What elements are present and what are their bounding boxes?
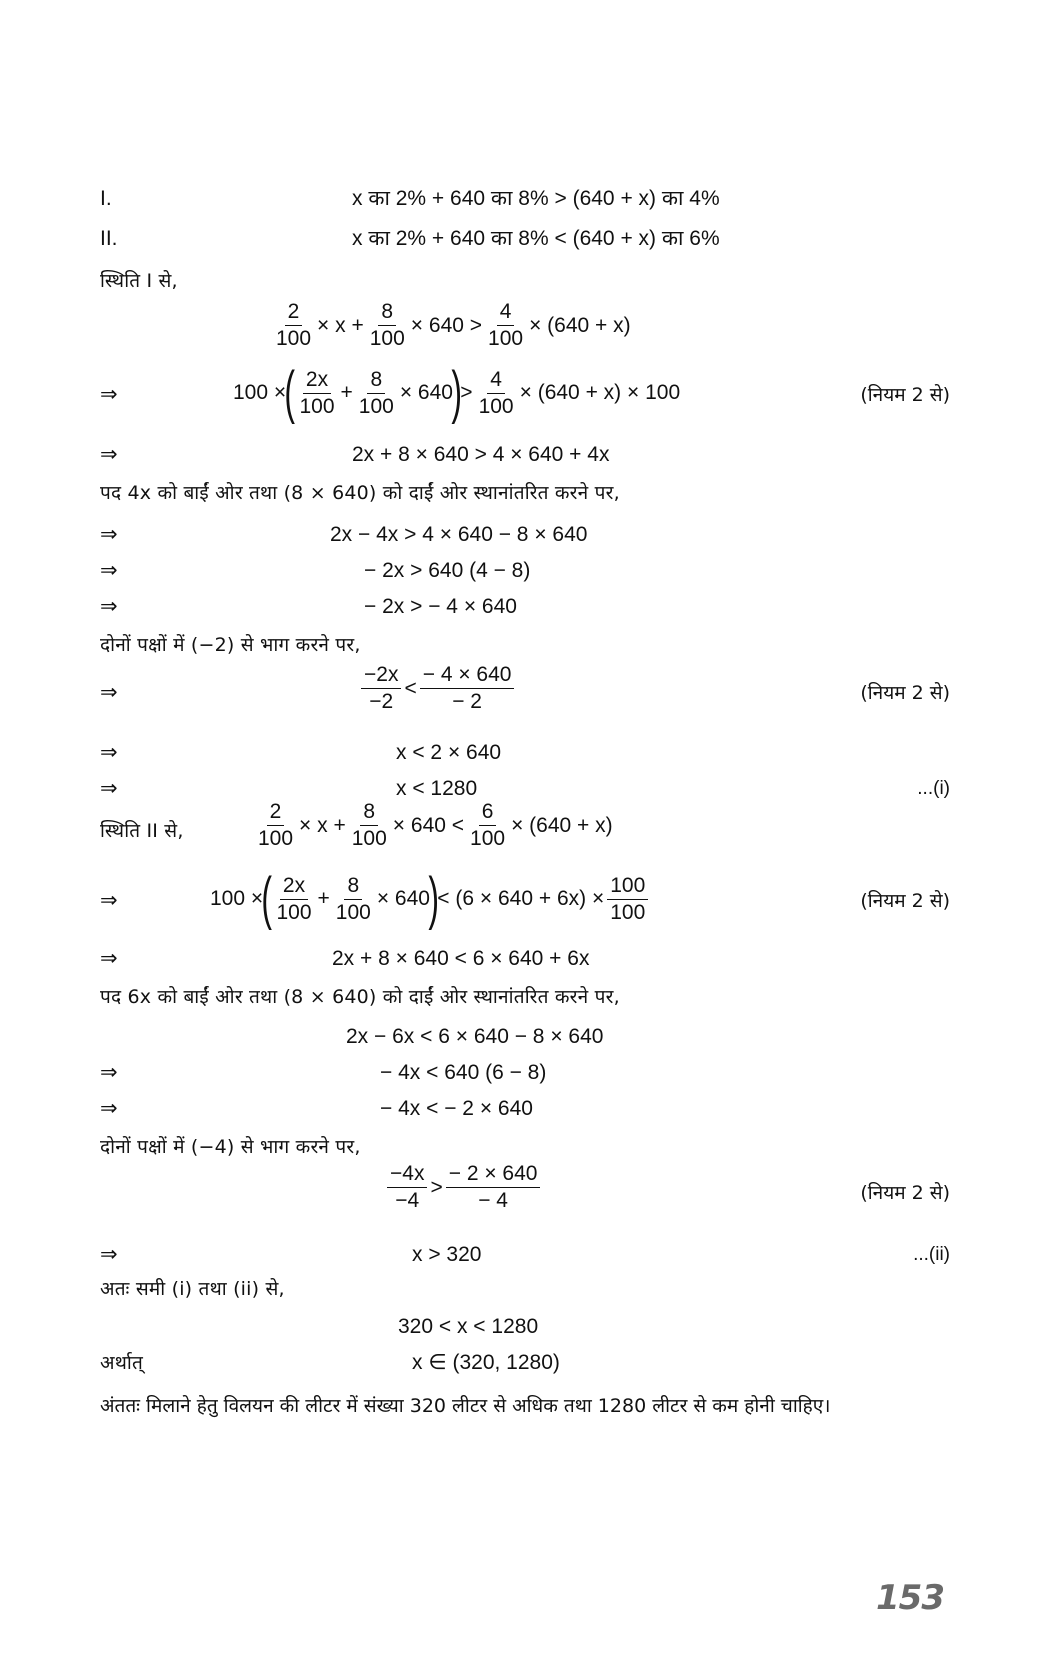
conclusion-interval: x ∈ (320, 1280) <box>412 1351 560 1374</box>
condition-label-1: I. <box>100 187 112 210</box>
case1-eq7: $\frac{-2x}{-2}$ < $\frac{- 4 \times 640}{- 2}$ <box>358 663 517 714</box>
conclusion-range: 320 < x < 1280 <box>398 1315 539 1338</box>
case1-eq6: − 2x > − 4 × 640 <box>364 595 517 618</box>
case2-eq7: $\frac{-4x}{-4}$ > $\frac{- 2 \times 640}{- 4}$ <box>384 1162 543 1213</box>
equation-ref-ii: ...(ii) <box>913 1244 950 1265</box>
page-number: 153 <box>876 1578 944 1618</box>
case1-eq4: 2x − 4x > 4 × 640 − 8 × 640 <box>330 523 588 546</box>
implies-icon: ⇒ <box>100 1097 118 1120</box>
implies-icon: ⇒ <box>100 1243 118 1266</box>
case1-heading: स्थिति I से, <box>100 270 178 292</box>
implies-icon: ⇒ <box>100 947 118 970</box>
condition-expr-2: x का 2% + 640 का 8% < (640 + x) का 6% <box>352 227 720 250</box>
implies-icon: ⇒ <box>100 777 118 800</box>
final-statement: अंततः मिलाने हेतु विलयन की लीटर में संख्या 320 लीटर से अधिक तथा 1280 लीटर से कम होनी चाहिए। <box>100 1395 831 1417</box>
case2-note1: पद 6x को बाईं ओर तथा (8 × 640) को दाईं ओर स्थानांतरित करने पर, <box>100 986 620 1008</box>
case1-eq8: x < 2 × 640 <box>396 741 502 764</box>
case1-eq9: x < 1280 <box>396 777 478 800</box>
implies-icon: ⇒ <box>100 889 118 912</box>
implies-icon: ⇒ <box>100 559 118 582</box>
implies-icon: ⇒ <box>100 741 118 764</box>
case1-eq1: $\frac{2}{100}$ × x + $\frac{8}{100}$ × 640 > $\frac{4}{100}$ × (640 + x) <box>270 300 631 351</box>
rule-reference: (नियम 2 से) <box>860 384 950 406</box>
conclusion-intro: अतः समी (i) तथा (ii) से, <box>100 1278 285 1300</box>
fraction: $\frac{2}{100}$ <box>276 300 312 350</box>
fraction: $\frac{8}{100}$ <box>369 300 405 350</box>
case2-eq2: 100 × ( $\frac{2x}{100}$ + $\frac{8}{100}$ × 640 ) < (6 × 640 + 6x) × $\frac{100}{100}$ <box>210 870 651 928</box>
implies-icon: ⇒ <box>100 523 118 546</box>
conclusion-label: अर्थात् <box>100 1352 144 1374</box>
implies-icon: ⇒ <box>100 443 118 466</box>
condition-expr-1: x का 2% + 640 का 8% > (640 + x) का 4% <box>352 187 720 210</box>
rule-reference: (नियम 2 से) <box>860 890 950 912</box>
rule-reference: (नियम 2 से) <box>860 1182 950 1204</box>
implies-icon: ⇒ <box>100 1061 118 1084</box>
fraction: $\frac{4}{100}$ <box>488 300 524 350</box>
case2-note2: दोनों पक्षों में (−4) से भाग करने पर, <box>100 1136 361 1158</box>
equation-ref-i: ...(i) <box>917 778 950 799</box>
case2-eq6: − 4x < − 2 × 640 <box>380 1097 533 1120</box>
case2-eq4: 2x − 6x < 6 × 640 − 8 × 640 <box>346 1025 604 1048</box>
case1-note1: पद 4x को बाईं ओर तथा (8 × 640) को दाईं ओर स्थानांतरित करने पर, <box>100 482 620 504</box>
condition-label-2: II. <box>100 227 118 250</box>
case1-eq3: 2x + 8 × 640 > 4 × 640 + 4x <box>352 443 610 466</box>
case2-eq8: x > 320 <box>412 1243 482 1266</box>
implies-icon: ⇒ <box>100 383 118 406</box>
rule-reference: (नियम 2 से) <box>860 682 950 704</box>
case2-heading: स्थिति II से, <box>100 820 184 842</box>
case1-eq5: − 2x > 640 (4 − 8) <box>364 559 531 582</box>
implies-icon: ⇒ <box>100 595 118 618</box>
case2-eq5: − 4x < 640 (6 − 8) <box>380 1061 547 1084</box>
case1-note2: दोनों पक्षों में (−2) से भाग करने पर, <box>100 634 361 656</box>
implies-icon: ⇒ <box>100 681 118 704</box>
case2-eq1: $\frac{2}{100}$ × x + $\frac{8}{100}$ × 640 < $\frac{6}{100}$ × (640 + x) <box>258 800 613 850</box>
case1-eq2: 100 × ( $\frac{2x}{100}$ + $\frac{8}{100}$ × 640 ) > $\frac{4}{100}$ × (640 + x) × 100 <box>233 360 681 425</box>
case2-eq3: 2x + 8 × 640 < 6 × 640 + 6x <box>332 947 590 970</box>
